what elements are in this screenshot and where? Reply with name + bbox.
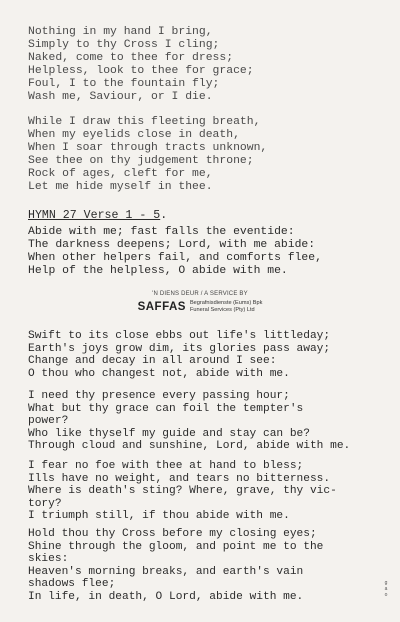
print-mark: a — [384, 586, 388, 592]
verse-line: When other helpers fail, and comforts flee, — [28, 251, 322, 264]
verse-line: When my eyelids close in death, — [28, 128, 240, 141]
verse-line: shadows flee; — [28, 578, 116, 591]
verse-line: I fear no foe with thee at hand to bless; — [28, 460, 304, 472]
verse-line: Where is death's sting? Where, grave, thy vic- — [28, 485, 337, 498]
verse-line: Heaven's morning breaks, and earth's vain — [28, 565, 304, 578]
verse-line: Wash me, Saviour, or I die. — [28, 90, 213, 103]
verse-line: Change and decay in all around I see: — [28, 355, 277, 368]
verse-line: Naked, come to thee for dress; — [28, 51, 234, 64]
hymn-heading-period: . — [160, 209, 168, 222]
brand-subtitle — [190, 300, 262, 313]
verse-line: O thou who changest not, abide with me. — [28, 367, 290, 380]
stanza-abide-2 — [28, 330, 394, 380]
brand-subtitle-english: Funeral Services (Pty) Ltd — [189, 307, 255, 313]
stanza-abide-4 — [28, 460, 394, 523]
print-marks — [382, 580, 390, 598]
verse-line: When I soar through tracts unknown, — [28, 141, 268, 154]
verse-line: Abide with me; fast falls the eventide: — [28, 226, 295, 238]
verse-line: Rock of ages, cleft for me, — [28, 167, 213, 180]
verse-line: Shine through the gloom, and point me to the — [28, 540, 324, 553]
verse-line: Simply to thy Cross I cling; — [28, 38, 220, 51]
funeral-service-credit — [0, 291, 400, 315]
brand-subtitle-afrikaans: Begrafnisdienste (Eums) Bpk — [189, 300, 263, 307]
verse-line: While I draw this fleeting breath, — [28, 116, 261, 128]
verse-line: Help of the helpless, O abide with me. — [28, 264, 288, 277]
verse-line: The darkness deepens; Lord, with me abide: — [28, 238, 316, 251]
hymn-heading — [28, 209, 167, 222]
verse-line: tory? — [28, 497, 62, 510]
verse-line: Nothing in my hand I bring, — [28, 26, 213, 38]
verse-line: I triumph still, if thou abide with me. — [28, 510, 290, 523]
verse-line: power? — [28, 415, 69, 428]
brand-logo-text: SAFFAS — [137, 301, 186, 313]
verse-line: Through cloud and sunshine, Lord, abide with me. — [28, 440, 351, 453]
stanza-rock-of-ages-2 — [28, 116, 394, 193]
verse-line: Foul, I to the fountain fly; — [28, 77, 220, 90]
verse-line: I need thy presence every passing hour; — [28, 390, 290, 402]
verse-line: skies: — [28, 553, 69, 566]
verse-line: Swift to its close ebbs out life's littleday; — [28, 330, 331, 342]
print-mark: g — [384, 580, 388, 586]
credit-line: 'N DIENS DEUR / A SERVICE BY — [152, 291, 248, 297]
verse-line: Earth's joys grow dim, its glories pass away; — [28, 342, 331, 355]
verse-line: In life, in death, O Lord, abide with me. — [28, 590, 304, 603]
verse-line: Helpless, look to thee for grace; — [28, 64, 254, 77]
verse-line: Hold thou thy Cross before my closing eyes; — [28, 528, 317, 540]
stanza-rock-of-ages-1 — [28, 26, 394, 103]
verse-line: What but thy grace can foil the tempter's — [28, 402, 304, 415]
stanza-abide-3 — [28, 390, 394, 453]
print-mark: o — [384, 592, 388, 598]
stanza-abide-1 — [28, 226, 394, 278]
verse-line: See thee on thy judgement throne; — [28, 154, 254, 167]
hymn-heading-text: HYMN 27 Verse 1 - 5 — [28, 209, 161, 222]
verse-line: Ills have no weight, and tears no bitterness. — [28, 472, 331, 485]
verse-line: Let me hide myself in thee. — [28, 180, 213, 193]
stanza-abide-5 — [28, 528, 394, 604]
verse-line: Who like thyself my guide and stay can be? — [28, 427, 310, 440]
